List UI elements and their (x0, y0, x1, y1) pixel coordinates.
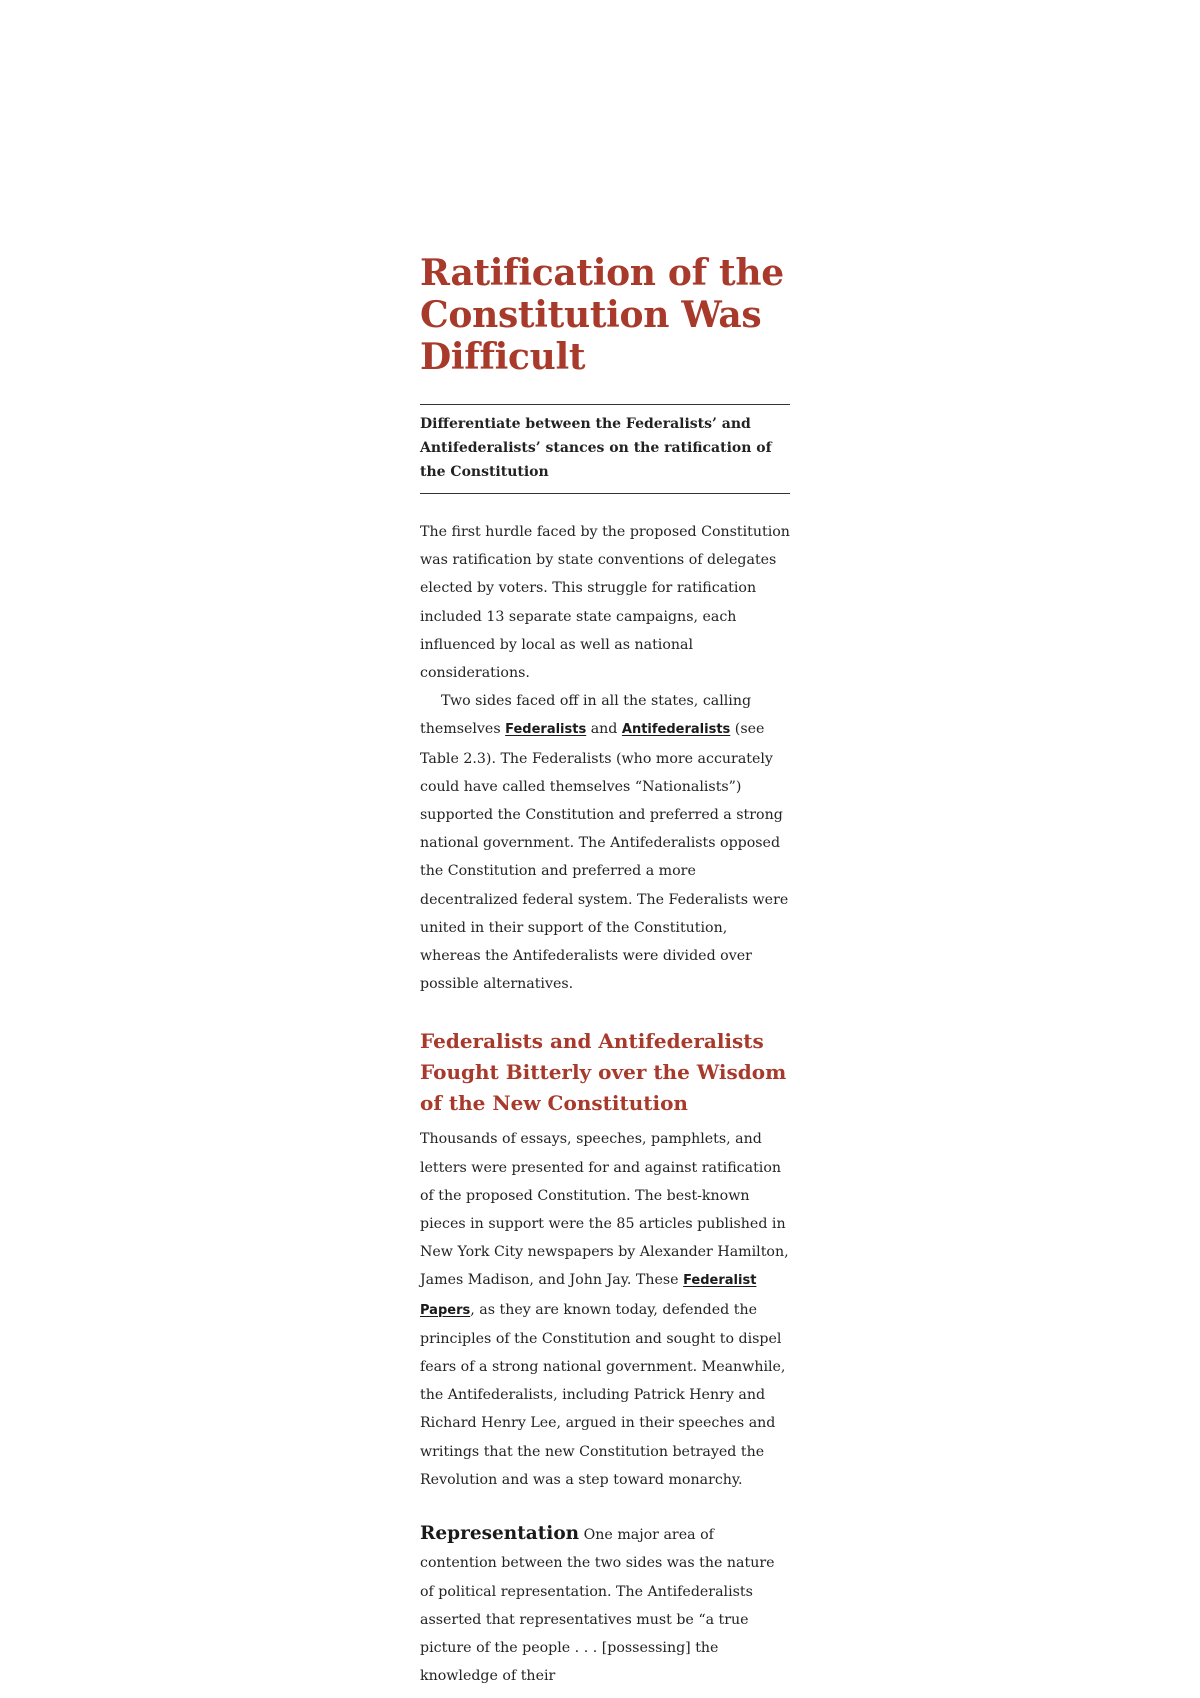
paragraph-two-sides (420, 687, 790, 998)
paragraph-essays-text-after: , as they are known today, defended the principles of the Constitution and sought to dispel fears of a strong national government. Meanwhile, the Antifederalists, including Patrick Henry and Richard Henry Lee, argued in their speeches and writings that the new Constitution betrayed the Revolution and was a step toward monarchy. (420, 1301, 786, 1488)
paragraph-two-sides-text-between: and (586, 721, 622, 738)
keyterm-federalists-link[interactable]: Federalists (505, 722, 587, 738)
paragraph-representation (420, 1520, 790, 1690)
section-title: Ratification of the Constitution Was Difficult (420, 252, 784, 378)
keyterm-federalist-papers-link[interactable]: Federalist Papers (420, 1273, 757, 1318)
paragraph-essays-text-before: Thousands of essays, speeches, pamphlets, and letters were presented for and against ratification of the proposed Constitution. The best-known pieces in support were the 85 articles published in New York City newspapers by Alexander Hamilton, James Madison, and John Jay. These (420, 1131, 789, 1289)
learning-objective-text: Differentiate between the Federalists’ and Antifederalists’ stances on the ratification of the Constitution (420, 416, 772, 480)
runin-heading-representation: Representation (420, 1523, 580, 1545)
paragraph-ratification-hurdle: The first hurdle faced by the proposed Constitution was ratification by state conventions of delegates elected by voters. This struggle for ratification included 13 separate state campaigns, each influenced by local as well as national considerations. (420, 524, 790, 682)
keyterm-antifederalists-link[interactable]: Antifederalists (621, 722, 731, 738)
paragraph-two-sides-text-after: (see Table 2.3). The Federalists (who more accurately could have called themselves “Nationalists”) supported the Constitution and preferred a strong national government. The Antifederalists opposed the Constitution and preferred a more decentralized federal system. The Federalists were united in their support of the Constitution, whereas the Antifederalists were divided over possible alternatives. (420, 721, 789, 993)
learning-objective-box (420, 404, 790, 494)
subsection-heading: Federalists and Antifederalists Fought Bitterly over the Wisdom of the New Constitution (420, 1029, 787, 1116)
paragraph-two-sides-text-before: Two sides faced off in all the states, calling themselves (420, 693, 752, 738)
paragraph-essays-speeches (420, 1125, 790, 1494)
content-column (420, 252, 790, 1690)
paragraph-representation-text: One major area of contention between the two sides was the nature of political representation. The Antifederalists asserted that representatives must be “a true picture of the people . . . [possessing] the knowledge of their (420, 1527, 775, 1685)
